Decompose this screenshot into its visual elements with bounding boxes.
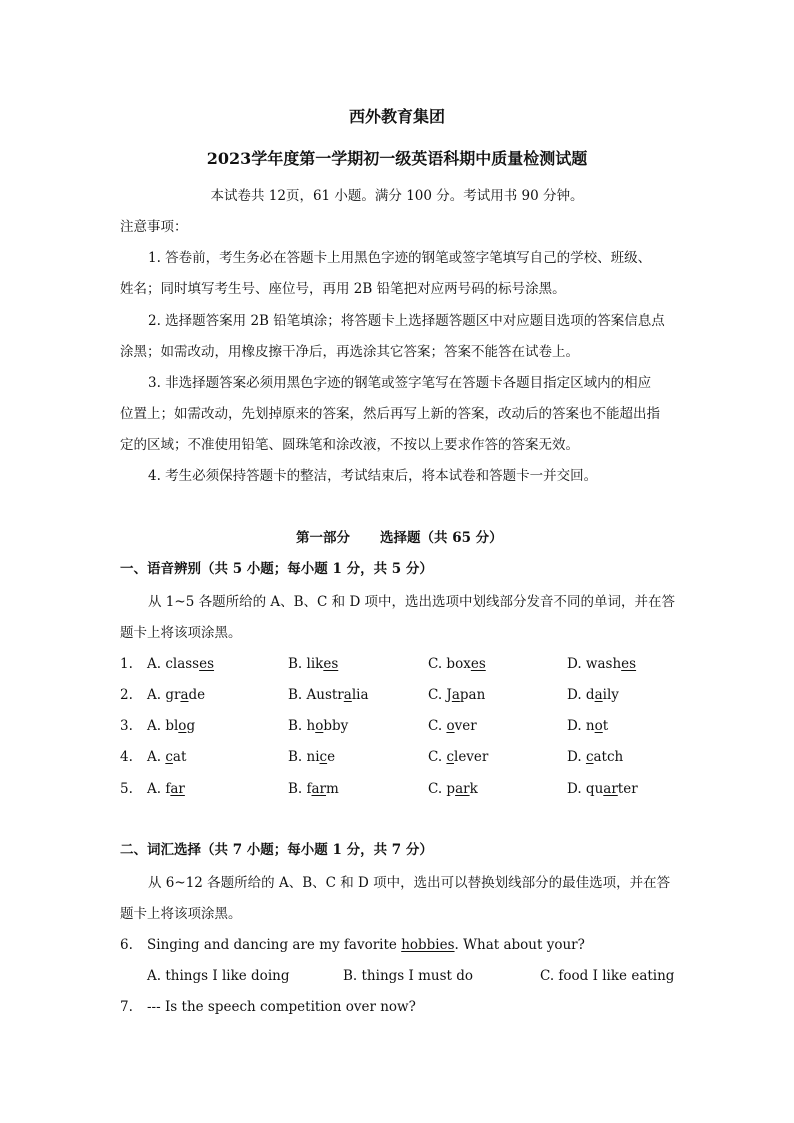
q2-option-b[interactable] bbox=[288, 685, 369, 705]
q5-c-underline: ar bbox=[455, 781, 470, 797]
q3-c-text: C. bbox=[428, 718, 447, 734]
q5-option-b[interactable] bbox=[288, 779, 339, 799]
q3-d-underline: o bbox=[594, 718, 603, 734]
q5-a-text: A. f bbox=[147, 781, 171, 797]
q1-d-text: D. wash bbox=[567, 656, 622, 672]
q5-option-a[interactable] bbox=[147, 779, 185, 799]
q4-option-a[interactable] bbox=[147, 747, 186, 767]
q1-c-text: C. box bbox=[428, 656, 471, 672]
exam-info: 本试卷共 12页，61 小题。满分 100 分。考试用书 90 分钟。 bbox=[210, 188, 584, 204]
q5-number: 5. bbox=[120, 781, 133, 797]
q5-c-rest: k bbox=[469, 781, 478, 797]
q1-b-underline: es bbox=[323, 656, 339, 672]
q2-a-underline: a bbox=[180, 687, 189, 703]
q5-d-underline: ar bbox=[603, 781, 618, 797]
q1-d-underline: es bbox=[621, 656, 637, 672]
q3-c-underline: o bbox=[446, 718, 455, 734]
q3-d-rest: t bbox=[602, 718, 609, 734]
note-1b: 姓名；同时填写考生号、座位号，再用 2B 铅笔把对应两号码的标号涂黑。 bbox=[120, 281, 566, 297]
section2-heading: 二、词汇选择（共 7 小题；每小题 1 分，共 7 分） bbox=[120, 842, 433, 858]
q5-b-rest: m bbox=[326, 781, 339, 797]
note-2a: 2. 选择题答案用 2B 铅笔填涂；将答题卡上选择题答题区中对应题目选项的答案信息点 bbox=[148, 313, 665, 329]
q2-b-rest: lia bbox=[351, 687, 369, 703]
q5-b-underline: ar bbox=[311, 781, 327, 797]
q4-a-text: A. bbox=[147, 749, 166, 765]
q7-stem: --- Is the speech competition over now? bbox=[147, 999, 416, 1015]
q3-a-underline: o bbox=[178, 718, 187, 734]
q3-a-rest: g bbox=[186, 718, 196, 734]
q5-c-text: C. p bbox=[428, 781, 456, 797]
q1-option-c[interactable] bbox=[428, 654, 486, 674]
q3-option-c[interactable] bbox=[428, 716, 477, 736]
q4-c-rest: lever bbox=[454, 749, 489, 765]
q5-d-text: D. qu bbox=[567, 781, 604, 797]
q5-option-c[interactable] bbox=[428, 779, 478, 799]
section1-instr-b: 题卡上将该项涂黑。 bbox=[120, 625, 242, 641]
q6-underline: hobbies bbox=[401, 937, 455, 953]
q4-a-rest: at bbox=[172, 749, 187, 765]
note-4: 4. 考生必须保持答题卡的整洁，考试结束后，将本试卷和答题卡一并交回。 bbox=[148, 468, 598, 484]
q2-d-underline: a bbox=[594, 687, 603, 703]
q4-c-underline: c bbox=[446, 749, 454, 765]
note-3c: 定的区域；不准使用铅笔、圆珠笔和涂改液，不按以上要求作答的答案无效。 bbox=[120, 437, 579, 453]
section2-instr-b: 题卡上将该项涂黑。 bbox=[120, 906, 242, 922]
q6-number: 6. bbox=[120, 937, 133, 953]
q2-c-underline: a bbox=[451, 687, 460, 703]
q4-b-underline: c bbox=[319, 749, 328, 765]
q6-stem-text: Singing and dancing are my favorite bbox=[147, 937, 402, 953]
q6-option-b[interactable]: B. things I must do bbox=[343, 968, 474, 984]
q3-option-d[interactable] bbox=[567, 716, 608, 736]
section2-instr-a: 从 6~12 各题所给的 A、B、C 和 D 项中，选出可以替换划线部分的最佳选项，并在答 bbox=[148, 875, 671, 891]
q2-number: 2. bbox=[120, 687, 133, 703]
q2-d-rest: ily bbox=[602, 687, 619, 703]
q6-stem bbox=[147, 935, 585, 955]
note-2b: 涂黑；如需改动，用橡皮擦干净后，再选涂其它答案；答案不能答在试卷上。 bbox=[120, 344, 579, 360]
q3-option-b[interactable] bbox=[288, 716, 348, 736]
q3-option-a[interactable] bbox=[147, 716, 195, 736]
q2-a-rest: de bbox=[188, 687, 206, 703]
q6-option-c[interactable]: C. food I like eating bbox=[540, 968, 675, 984]
q4-option-b[interactable] bbox=[288, 747, 335, 767]
q6-option-a[interactable]: A. things I like doing bbox=[147, 968, 290, 984]
q5-a-underline: ar bbox=[170, 781, 185, 797]
q3-b-underline: o bbox=[315, 718, 324, 734]
q1-option-b[interactable] bbox=[288, 654, 338, 674]
q2-c-rest: pan bbox=[459, 687, 486, 703]
q4-d-rest: atch bbox=[593, 749, 624, 765]
q2-a-text: A. gr bbox=[147, 687, 181, 703]
q3-c-rest: ver bbox=[454, 718, 477, 734]
q4-option-d[interactable] bbox=[567, 747, 623, 767]
part1-label: 第一部分 bbox=[296, 530, 350, 546]
q2-d-text: D. d bbox=[567, 687, 595, 703]
note-3a: 3. 非选择题答案必须用黑色字迹的钢笔或签字笔写在答题卡各题目指定区域内的相应 bbox=[148, 375, 652, 391]
q7-number: 7. bbox=[120, 999, 133, 1015]
q2-option-c[interactable] bbox=[428, 685, 485, 705]
q4-option-c[interactable] bbox=[428, 747, 488, 767]
note-1a: 1. 答卷前，考生务必在答题卡上用黑色字迹的钢笔或签字笔填写自己的学校、班级、 bbox=[148, 250, 652, 266]
q2-option-a[interactable] bbox=[147, 685, 205, 705]
q3-b-text: B. h bbox=[288, 718, 316, 734]
q4-c-text: C. bbox=[428, 749, 447, 765]
q4-a-underline: c bbox=[165, 749, 173, 765]
q1-b-text: B. lik bbox=[288, 656, 324, 672]
exam-title: 2023学年度第一学期初一级英语科期中质量检测试题 bbox=[206, 149, 588, 168]
q4-b-rest: e bbox=[327, 749, 336, 765]
q4-d-text: D. bbox=[567, 749, 586, 765]
q1-a-underline: es bbox=[199, 656, 215, 672]
q5-option-d[interactable] bbox=[567, 779, 638, 799]
q1-option-a[interactable] bbox=[147, 654, 214, 674]
q2-option-d[interactable] bbox=[567, 685, 619, 705]
q4-d-underline: c bbox=[585, 749, 594, 765]
q4-number: 4. bbox=[120, 749, 133, 765]
org-title: 西外教育集团 bbox=[348, 107, 445, 126]
q5-b-text: B. f bbox=[288, 781, 312, 797]
q2-b-text: B. Austr bbox=[288, 687, 344, 703]
q2-c-text: C. J bbox=[428, 687, 452, 703]
q3-a-text: A. bl bbox=[147, 718, 179, 734]
note-3b: 位置上；如需改动，先划掉原来的答案，然后再写上新的答案，改动后的答案也不能超出指 bbox=[120, 406, 660, 422]
part1-name: 选择题（共 65 分） bbox=[380, 530, 503, 546]
q5-d-rest: ter bbox=[617, 781, 638, 797]
q3-b-rest: bby bbox=[323, 718, 349, 734]
section1-heading: 一、语音辨别（共 5 小题；每小题 1 分，共 5 分） bbox=[120, 561, 433, 577]
q4-b-text: B. ni bbox=[288, 749, 320, 765]
q3-number: 3. bbox=[120, 718, 133, 734]
q6-stem-rest: . What about your? bbox=[454, 937, 585, 953]
q1-c-underline: es bbox=[470, 656, 486, 672]
q1-option-d[interactable] bbox=[567, 654, 636, 674]
q3-d-text: D. n bbox=[567, 718, 595, 734]
q1-a-text: A. class bbox=[147, 656, 200, 672]
q2-b-underline: a bbox=[343, 687, 352, 703]
q1-number: 1. bbox=[120, 656, 133, 672]
notes-heading: 注意事项： bbox=[120, 219, 188, 235]
section1-instr-a: 从 1~5 各题所给的 A、B、C 和 D 项中，选出选项中划线部分发音不同的单词，并在答 bbox=[148, 594, 676, 610]
